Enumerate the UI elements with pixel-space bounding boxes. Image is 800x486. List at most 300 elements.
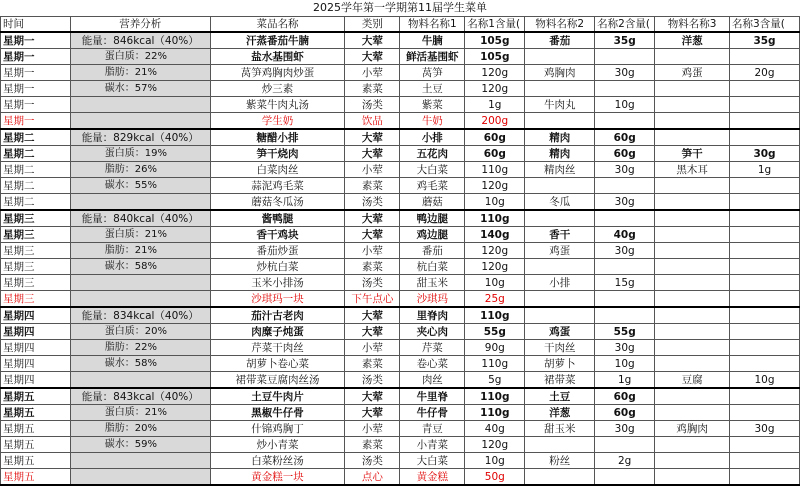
dish-name: 糖醋小排 (210, 129, 345, 146)
category: 小荤 (345, 65, 400, 81)
amount-1: 120g (465, 65, 525, 81)
amount-3 (730, 469, 800, 486)
amount-1: 90g (465, 340, 525, 356)
ingredient-2: 精肉 (525, 146, 595, 162)
ingredient-3: 豆腐 (655, 372, 730, 389)
ingredient-1: 蘑菇 (400, 194, 465, 211)
amount-1: 10g (465, 194, 525, 211)
menu-row (1, 243, 800, 259)
amount-1: 110g (465, 307, 525, 324)
menu-title: 2025学年第一学期第11届学生菜单 (313, 1, 487, 14)
ingredient-3 (655, 97, 730, 113)
ingredient-1: 五花肉 (400, 146, 465, 162)
ingredient-3: 鸡蛋 (655, 65, 730, 81)
ingredient-1: 卷心菜 (400, 356, 465, 372)
ingredient-1: 莴笋 (400, 65, 465, 81)
ingredient-1: 土豆 (400, 81, 465, 97)
ingredient-3 (655, 324, 730, 340)
ingredient-1: 牛奶 (400, 113, 465, 130)
ingredient-2 (525, 210, 595, 227)
menu-row (1, 469, 800, 486)
menu-row (1, 324, 800, 340)
menu-row (1, 453, 800, 469)
amount-1: 200g (465, 113, 525, 130)
dish-name: 什锦鸡胸丁 (210, 421, 345, 437)
category: 大荤 (345, 32, 400, 49)
nutrition-cell: 能量：843kcal（40%） (70, 388, 210, 405)
category: 大荤 (345, 210, 400, 227)
amount-1: 120g (465, 81, 525, 97)
ingredient-3 (655, 194, 730, 211)
ingredient-2: 鸡胸肉 (525, 65, 595, 81)
amount-3 (730, 324, 800, 340)
day-cell: 星期一 (1, 81, 71, 97)
category: 小荤 (345, 340, 400, 356)
nutrition-cell: 碳水：58% (70, 259, 210, 275)
nutrition-cell: 碳水：59% (70, 437, 210, 453)
ingredient-1: 大白菜 (400, 453, 465, 469)
dish-name: 香干鸡块 (210, 227, 345, 243)
amount-2 (595, 259, 655, 275)
ingredient-1: 鸡毛菜 (400, 178, 465, 194)
menu-row (1, 113, 800, 130)
ingredient-1: 紫菜 (400, 97, 465, 113)
dish-name: 蒜泥鸡毛菜 (210, 178, 345, 194)
ingredient-2 (525, 259, 595, 275)
category: 饮品 (345, 113, 400, 130)
nutrition-cell: 脂肪：26% (70, 162, 210, 178)
category: 大荤 (345, 227, 400, 243)
ingredient-2: 土豆 (525, 388, 595, 405)
nutrition-cell: 蛋白质：22% (70, 49, 210, 65)
day-cell: 星期四 (1, 324, 71, 340)
dish-name: 炒小青菜 (210, 437, 345, 453)
category: 大荤 (345, 129, 400, 146)
amount-1: 50g (465, 469, 525, 486)
amount-1: 110g (465, 210, 525, 227)
ingredient-3 (655, 129, 730, 146)
day-cell: 星期一 (1, 49, 71, 65)
menu-row (1, 388, 800, 405)
day-cell: 星期五 (1, 388, 71, 405)
amount-2 (595, 291, 655, 308)
menu-row (1, 97, 800, 113)
amount-3 (730, 49, 800, 65)
amount-2 (595, 210, 655, 227)
ingredient-1: 肉丝 (400, 372, 465, 389)
amount-1: 60g (465, 146, 525, 162)
amount-3 (730, 388, 800, 405)
category: 小荤 (345, 421, 400, 437)
ingredient-1: 大白菜 (400, 162, 465, 178)
day-cell: 星期三 (1, 210, 71, 227)
ingredient-2: 精肉丝 (525, 162, 595, 178)
amount-1: 40g (465, 421, 525, 437)
dish-name: 蘑菇冬瓜汤 (210, 194, 345, 211)
amount-2: 30g (595, 340, 655, 356)
ingredient-2 (525, 307, 595, 324)
ingredient-3 (655, 388, 730, 405)
amount-2 (595, 49, 655, 65)
ingredient-3: 黑木耳 (655, 162, 730, 178)
dish-name: 酱鸭腿 (210, 210, 345, 227)
amount-2: 60g (595, 129, 655, 146)
amount-3: 1g (730, 162, 800, 178)
menu-row (1, 32, 800, 49)
column-header: 类别 (345, 17, 400, 33)
amount-2 (595, 178, 655, 194)
ingredient-2 (525, 49, 595, 65)
nutrition-cell (70, 194, 210, 211)
day-cell: 星期三 (1, 243, 71, 259)
nutrition-cell: 蛋白质：20% (70, 324, 210, 340)
category: 素菜 (345, 356, 400, 372)
category: 汤类 (345, 372, 400, 389)
day-cell: 星期五 (1, 469, 71, 486)
ingredient-2 (525, 437, 595, 453)
category: 小荤 (345, 162, 400, 178)
ingredient-2: 鸡蛋 (525, 324, 595, 340)
amount-1: 110g (465, 388, 525, 405)
nutrition-cell (70, 469, 210, 486)
category: 点心 (345, 469, 400, 486)
menu-row (1, 227, 800, 243)
ingredient-3 (655, 275, 730, 291)
ingredient-3 (655, 243, 730, 259)
amount-2: 30g (595, 65, 655, 81)
amount-3 (730, 275, 800, 291)
amount-1: 120g (465, 178, 525, 194)
dish-name: 番茄炒蛋 (210, 243, 345, 259)
ingredient-2: 牛肉丸 (525, 97, 595, 113)
amount-3 (730, 81, 800, 97)
dish-name: 茄汁古老肉 (210, 307, 345, 324)
day-cell: 星期四 (1, 307, 71, 324)
amount-3: 30g (730, 146, 800, 162)
ingredient-1: 牛腩 (400, 32, 465, 49)
amount-3 (730, 437, 800, 453)
column-header: 名称2含量( (595, 17, 655, 33)
ingredient-3 (655, 291, 730, 308)
amount-1: 10g (465, 453, 525, 469)
category: 汤类 (345, 275, 400, 291)
ingredient-3 (655, 453, 730, 469)
amount-3 (730, 405, 800, 421)
day-cell: 星期四 (1, 340, 71, 356)
ingredient-2: 香干 (525, 227, 595, 243)
amount-1: 10g (465, 275, 525, 291)
menu-row (1, 372, 800, 389)
amount-2: 60g (595, 146, 655, 162)
amount-3 (730, 227, 800, 243)
ingredient-2: 番茄 (525, 32, 595, 49)
column-header: 物料名称3 (655, 17, 730, 33)
day-cell: 星期四 (1, 356, 71, 372)
ingredient-2: 甜玉米 (525, 421, 595, 437)
dish-name: 沙琪玛一块 (210, 291, 345, 308)
category: 汤类 (345, 453, 400, 469)
nutrition-cell: 脂肪：21% (70, 65, 210, 81)
dish-name: 黑椒牛仔骨 (210, 405, 345, 421)
ingredient-1: 芹菜 (400, 340, 465, 356)
ingredient-3 (655, 227, 730, 243)
dish-name: 黄金糕一块 (210, 469, 345, 486)
ingredient-2 (525, 113, 595, 130)
category: 素菜 (345, 178, 400, 194)
ingredient-3 (655, 113, 730, 130)
amount-2: 30g (595, 243, 655, 259)
menu-row (1, 178, 800, 194)
category: 下午点心 (345, 291, 400, 308)
category: 大荤 (345, 405, 400, 421)
nutrition-cell: 碳水：58% (70, 356, 210, 372)
ingredient-1: 夹心肉 (400, 324, 465, 340)
dish-name: 玉米小排汤 (210, 275, 345, 291)
ingredient-2: 精肉 (525, 129, 595, 146)
ingredient-3: 笋干 (655, 146, 730, 162)
menu-row (1, 129, 800, 146)
amount-2 (595, 437, 655, 453)
column-header: 名称1含量( (465, 17, 525, 33)
amount-3: 35g (730, 32, 800, 49)
day-cell: 星期一 (1, 113, 71, 130)
day-cell: 星期一 (1, 65, 71, 81)
ingredient-2 (525, 178, 595, 194)
dish-name: 笋干烧肉 (210, 146, 345, 162)
amount-3 (730, 291, 800, 308)
amount-2: 10g (595, 356, 655, 372)
amount-1: 120g (465, 437, 525, 453)
amount-3: 30g (730, 421, 800, 437)
ingredient-1: 里脊肉 (400, 307, 465, 324)
amount-2: 2g (595, 453, 655, 469)
ingredient-2 (525, 469, 595, 486)
amount-1: 110g (465, 162, 525, 178)
category: 大荤 (345, 324, 400, 340)
amount-2 (595, 469, 655, 486)
amount-3: 10g (730, 372, 800, 389)
ingredient-1: 鸭边腿 (400, 210, 465, 227)
ingredient-1: 牛仔骨 (400, 405, 465, 421)
menu-row (1, 65, 800, 81)
amount-2: 40g (595, 227, 655, 243)
menu-row (1, 194, 800, 211)
menu-row (1, 340, 800, 356)
nutrition-cell (70, 372, 210, 389)
menu-row (1, 405, 800, 421)
day-cell: 星期三 (1, 291, 71, 308)
ingredient-3 (655, 405, 730, 421)
category: 素菜 (345, 437, 400, 453)
day-cell: 星期五 (1, 453, 71, 469)
ingredient-2: 鸡蛋 (525, 243, 595, 259)
ingredient-3 (655, 469, 730, 486)
nutrition-cell: 蛋白质：21% (70, 405, 210, 421)
category: 素菜 (345, 259, 400, 275)
amount-2: 30g (595, 162, 655, 178)
ingredient-3 (655, 81, 730, 97)
day-cell: 星期四 (1, 372, 71, 389)
category: 汤类 (345, 97, 400, 113)
category: 汤类 (345, 194, 400, 211)
amount-1: 110g (465, 356, 525, 372)
amount-2 (595, 81, 655, 97)
menu-row (1, 356, 800, 372)
amount-1: 55g (465, 324, 525, 340)
nutrition-cell (70, 291, 210, 308)
day-cell: 星期三 (1, 259, 71, 275)
ingredient-3 (655, 49, 730, 65)
amount-2: 15g (595, 275, 655, 291)
menu-row (1, 146, 800, 162)
ingredient-1: 青豆 (400, 421, 465, 437)
dish-name: 土豆牛肉片 (210, 388, 345, 405)
nutrition-cell: 脂肪：21% (70, 243, 210, 259)
dish-name: 白菜粉丝汤 (210, 453, 345, 469)
nutrition-cell: 碳水：57% (70, 81, 210, 97)
menu-row (1, 162, 800, 178)
amount-3 (730, 453, 800, 469)
nutrition-cell: 脂肪：20% (70, 421, 210, 437)
day-cell: 星期五 (1, 421, 71, 437)
dish-name: 炒三素 (210, 81, 345, 97)
day-cell: 星期二 (1, 146, 71, 162)
amount-2: 10g (595, 97, 655, 113)
ingredient-3 (655, 307, 730, 324)
amount-2: 60g (595, 405, 655, 421)
ingredient-3: 洋葱 (655, 32, 730, 49)
amount-3: 20g (730, 65, 800, 81)
amount-2 (595, 113, 655, 130)
ingredient-3 (655, 259, 730, 275)
ingredient-1: 黄金糕 (400, 469, 465, 486)
ingredient-2: 裙带菜 (525, 372, 595, 389)
ingredient-1: 杭白菜 (400, 259, 465, 275)
amount-2: 1g (595, 372, 655, 389)
column-header: 营养分析 (70, 17, 210, 33)
nutrition-cell: 蛋白质：21% (70, 227, 210, 243)
amount-2: 60g (595, 388, 655, 405)
ingredient-3 (655, 178, 730, 194)
nutrition-cell (70, 113, 210, 130)
ingredient-3 (655, 210, 730, 227)
ingredient-3 (655, 340, 730, 356)
menu-row (1, 307, 800, 324)
ingredient-1: 沙琪玛 (400, 291, 465, 308)
amount-3 (730, 178, 800, 194)
nutrition-cell: 能量：840kcal（40%） (70, 210, 210, 227)
day-cell: 星期一 (1, 97, 71, 113)
day-cell: 星期二 (1, 178, 71, 194)
amount-1: 120g (465, 243, 525, 259)
amount-3 (730, 340, 800, 356)
menu-row (1, 421, 800, 437)
amount-1: 105g (465, 32, 525, 49)
amount-1: 60g (465, 129, 525, 146)
amount-3 (730, 356, 800, 372)
nutrition-cell: 碳水：55% (70, 178, 210, 194)
ingredient-2 (525, 81, 595, 97)
dish-name: 莴笋鸡胸肉炒蛋 (210, 65, 345, 81)
ingredient-1: 牛里脊 (400, 388, 465, 405)
nutrition-cell: 能量：846kcal（40%） (70, 32, 210, 49)
category: 大荤 (345, 388, 400, 405)
nutrition-cell (70, 453, 210, 469)
nutrition-cell: 能量：834kcal（40%） (70, 307, 210, 324)
amount-3 (730, 129, 800, 146)
dish-name: 紫菜牛肉丸汤 (210, 97, 345, 113)
header-row (1, 17, 800, 33)
amount-3 (730, 243, 800, 259)
amount-1: 25g (465, 291, 525, 308)
day-cell: 星期二 (1, 129, 71, 146)
ingredient-2: 干肉丝 (525, 340, 595, 356)
day-cell: 星期三 (1, 227, 71, 243)
column-header: 物料名称2 (525, 17, 595, 33)
day-cell: 星期三 (1, 275, 71, 291)
dish-name: 学生奶 (210, 113, 345, 130)
column-header: 名称3含量( (730, 17, 800, 33)
amount-3 (730, 307, 800, 324)
amount-3 (730, 194, 800, 211)
ingredient-2: 洋葱 (525, 405, 595, 421)
day-cell: 星期五 (1, 405, 71, 421)
menu-row (1, 210, 800, 227)
ingredient-2: 胡萝卜 (525, 356, 595, 372)
menu-row (1, 81, 800, 97)
category: 小荤 (345, 243, 400, 259)
dish-name: 盐水基围虾 (210, 49, 345, 65)
nutrition-cell (70, 97, 210, 113)
amount-1: 105g (465, 49, 525, 65)
menu-row (1, 291, 800, 308)
ingredient-2: 冬瓜 (525, 194, 595, 211)
menu-table (0, 16, 800, 486)
amount-2: 55g (595, 324, 655, 340)
ingredient-1: 鲜活基围虾 (400, 49, 465, 65)
column-header: 菜品名称 (210, 17, 345, 33)
ingredient-1: 甜玉米 (400, 275, 465, 291)
nutrition-cell (70, 275, 210, 291)
dish-name: 肉糜子炖蛋 (210, 324, 345, 340)
amount-1: 110g (465, 405, 525, 421)
menu-row (1, 437, 800, 453)
amount-2 (595, 307, 655, 324)
menu-row (1, 49, 800, 65)
ingredient-2: 小排 (525, 275, 595, 291)
amount-3 (730, 113, 800, 130)
amount-2: 35g (595, 32, 655, 49)
menu-row (1, 275, 800, 291)
dish-name: 芹菜干肉丝 (210, 340, 345, 356)
amount-1: 140g (465, 227, 525, 243)
menu-row (1, 259, 800, 275)
category: 大荤 (345, 49, 400, 65)
ingredient-2: 粉丝 (525, 453, 595, 469)
dish-name: 炒杭白菜 (210, 259, 345, 275)
day-cell: 星期一 (1, 32, 71, 49)
amount-2: 30g (595, 194, 655, 211)
dish-name: 白菜肉丝 (210, 162, 345, 178)
category: 素菜 (345, 81, 400, 97)
category: 大荤 (345, 307, 400, 324)
amount-3 (730, 97, 800, 113)
ingredient-3 (655, 356, 730, 372)
day-cell: 星期二 (1, 194, 71, 211)
ingredient-1: 鸡边腿 (400, 227, 465, 243)
nutrition-cell: 能量：829kcal（40%） (70, 129, 210, 146)
nutrition-cell: 蛋白质：19% (70, 146, 210, 162)
